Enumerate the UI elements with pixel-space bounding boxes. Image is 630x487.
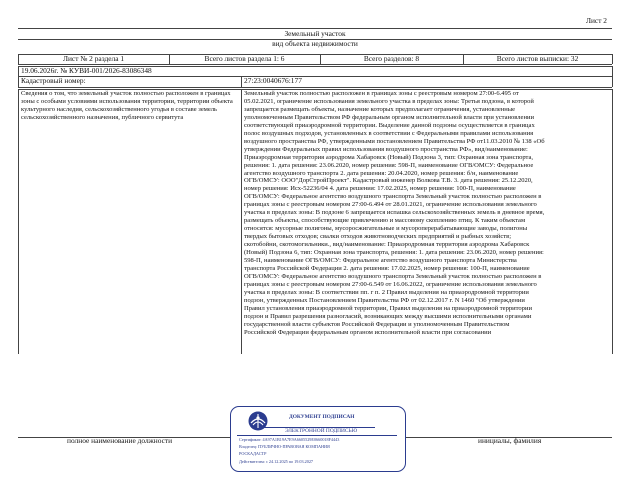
zone-info-line: Правил установления приаэродромной территории, Правил выделения на приаэродромной территории xyxy=(244,304,532,312)
zone-info-line: размещать объекты, способствующие привлечению и массовому скоплению птиц. К таким объектам xyxy=(244,217,526,225)
zone-info-value xyxy=(244,90,610,337)
zone-info-line: 05.02.2021, ограничение использования земельного участка в пределах зоны: Третья подзона, в которой xyxy=(244,97,534,105)
section-count: Всего разделов: 8 xyxy=(363,54,420,63)
zone-info-line: агентство воздушного транспорта 2. дата решения: 20.04.2020, номер решения: б/н, наименование xyxy=(244,169,519,177)
position-label: полное наименование должности xyxy=(67,436,173,445)
zone-info-line: подзон и Правил разрешения разногласий, возникающих между высшими исполнительными органами xyxy=(244,312,532,320)
stamp-title-2: ЭЛЕКТРОННОЙ ПОДПИСЬЮ xyxy=(285,428,358,434)
section-title: Земельный участок xyxy=(284,29,346,38)
zone-info-line: участка в пределах зоны: В подзоне 6 запрещается испашка сельскохозяйственных земель в дневное время, xyxy=(244,209,545,217)
section-subtitle: вид объекта недвижимости xyxy=(272,39,358,48)
sheet-number: Лист № 2 раздела 1 xyxy=(62,54,125,63)
zone-info-line: уполномоченным Правительством РФ федеральным органом исполнительной власти при установлении xyxy=(244,113,534,121)
zone-info-line: запрещается размещать объекты, назначение которых предполагает ограничения, установленные xyxy=(244,105,516,113)
zone-info-line: ОГВ/ОМСУ: ООО"ДорСтройПроект". Кадастровый инженер Волкова Т.В. 3. дата решения: 25.12.2020, xyxy=(244,177,533,185)
zone-info-line: Земельный участок полностью расположен в границах зоны с реестровым номером 27:00-6.495 от xyxy=(244,90,519,97)
initials-label: инициалы, фамилия xyxy=(478,436,542,445)
zone-info-line: Российской Федерации федеральным органом исполнительной власти при согласовании xyxy=(244,328,492,336)
zone-info-line: границах зоны с реестровым номером 27:00-6.494 от 28.01.2021, ограничение использования земельного xyxy=(244,201,537,209)
section-sheet-count: Всего листов раздела 1: 6 xyxy=(204,54,285,63)
zone-info-line: соответствующей приаэродромной территории. Выделение данной подзоны осуществляется в границах xyxy=(244,121,535,129)
zone-info-line: Приаэродромная территория аэродрома Хабаровск (Новый) Подзона 3, тип: Охранная зона транспорта, xyxy=(244,153,534,161)
zone-info-line: 598-П, наименование ОГВ/ОМСУ: Федеральное агентство воздушного транспорта Министерства xyxy=(244,257,517,265)
signature-emblem-icon xyxy=(247,410,269,432)
zone-info-line: ОГВ/ОМСУ: Федеральное агентство воздушного транспорта Земельный участок полностью расположен в xyxy=(244,272,542,280)
stamp-title-1: ДОКУМЕНТ ПОДПИСАН xyxy=(289,414,355,420)
zone-info-line: (Новый) Подзона 6, тип: Охранная зона транспорта, решения: 1. дата решения: 23.06.2020, номер решения: xyxy=(244,249,544,257)
zone-info-line: ОГВ/ОМСУ: Федеральное агентство воздушного транспорта Земельный участок полностью расположен в xyxy=(244,193,542,201)
zone-info-label: Сведения о том, что земельный участок полностью расположен в границах зоны с особыми условиями использования территории, территории объекта культурного наследия, сельскохозяйственного угодья в составе земель сельскохозяйственного назначения, публичного сервитута xyxy=(21,90,233,121)
zone-info-line: твердых бытовых отходов; свалки отходов животноводческих предприятий и рыбных хозяйств; xyxy=(244,233,512,241)
zone-info-line: подзон, утвержденных Постановлением Правительства РФ от 02.12.2017 г. N 1460 "Об утверждении xyxy=(244,296,525,304)
zone-info-line: утверждении Федеральных правил использования воздушного пространства РФ», вид/наименование: xyxy=(244,145,528,153)
stamp-owner: Владелец: ПУБЛИЧНО-ПРАВОВАЯ КОМПАНИЯ xyxy=(239,444,330,449)
stamp-owner-continued: РОСКАДАСТР xyxy=(239,451,267,456)
cadastral-number-value: 27:23:0040676:177 xyxy=(244,76,302,85)
zone-info-line: участка в пределах зоны: В соответствии пп. г п. 2 Правил выделения на приаэродромной территории xyxy=(244,288,529,296)
cadastral-number-label: Кадастровый номер: xyxy=(21,76,86,85)
zone-info-line: полос воздушных подходов, установленных в соответствии с Федеральными правилами использования xyxy=(244,129,534,137)
sheet-label: Лист 2 xyxy=(585,16,607,25)
zone-info-line: относятся: мусорные полигоны, мусоросжигательные и мусороперерабатывающие заводы, полигоны xyxy=(244,225,528,233)
extract-date-number: 19.06.2026г. № КУВИ-001/2026-83086348 xyxy=(21,66,152,75)
zone-info-line: воздушного пространства РФ, утвержденными постановлением Правительства РФ от11.03.2010 № 138 «Об xyxy=(244,137,545,145)
zone-info-line: границах зоны с реестровым номером 27:00-6.549 от 16.06.2022, ограничение использования земельного xyxy=(244,280,537,288)
zone-info-line: скотобойни, скотомогильники., вид/наименование: Приаэродромная территория аэродрома Хабаровск xyxy=(244,241,530,249)
zone-info-line: государственной власти субъектов Российской Федерации и уполномоченным Правительством xyxy=(244,320,510,328)
total-sheet-count: Всего листов выписки: 32 xyxy=(496,54,579,63)
zone-info-line: номер решения: Исх-52236/04 4. дата решения: 17.02.2025, номер решения: 100-П, наименование xyxy=(244,185,516,193)
stamp-certificate: Сертификат: 4A97A1B19A7E9A6605529E0660018F4443 xyxy=(239,437,340,442)
zone-info-line: решения: 1. дата решения: 23.06.2020, номер решения: 598-П, наименование ОГВ/ОМСУ: Федеральное xyxy=(244,161,534,169)
zone-info-line: транспорта Российской Федерации 2. дата решения: 17.02.2025, номер решения: 100-П, наименование xyxy=(244,264,530,272)
stamp-validity: Действителен: с 24.12.2025 по 19.03.2027 xyxy=(239,459,314,464)
electronic-signature-stamp xyxy=(230,406,406,472)
